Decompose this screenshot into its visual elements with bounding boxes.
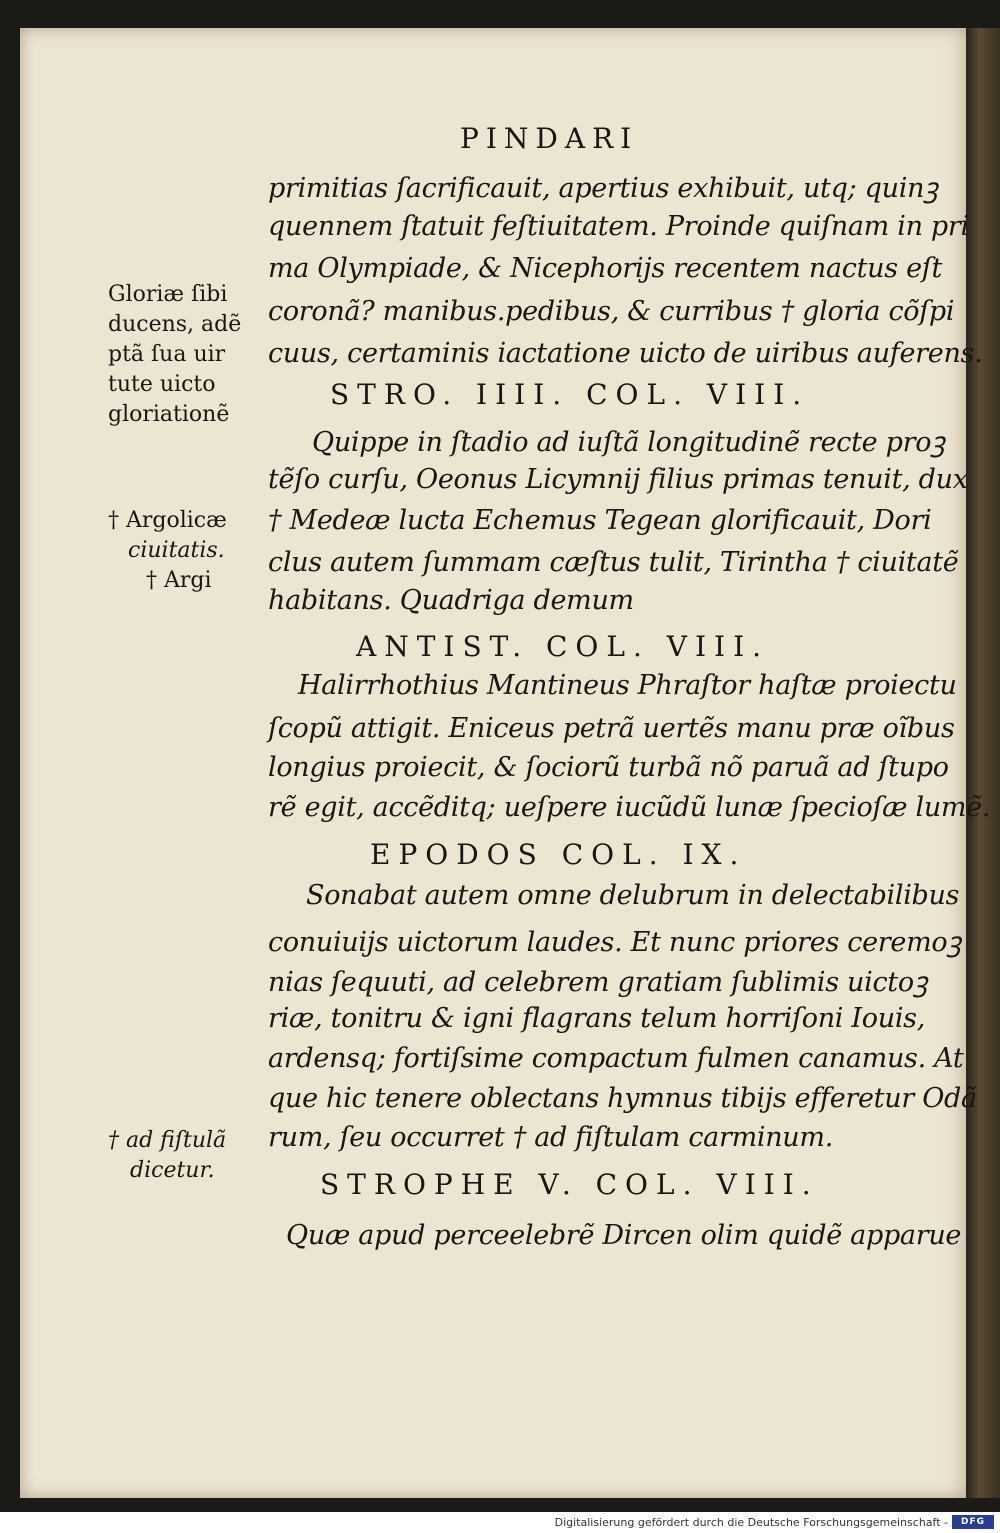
marginal-note-line: † Argolicæ: [108, 508, 227, 533]
stanza-line: ſcopũ attigit. Eniceus petrã uertẽs manu præ oĩbus: [268, 713, 955, 744]
stanza-line: Quippe in ſtadio ad iuſtã longitudinẽ recte proꝫ: [312, 427, 945, 458]
body-line: cuus, certaminis iactatione uicto de uiribus auferens.: [268, 338, 983, 369]
stanza-line: tẽſo curſu, Oeonus Licymnij filius primas tenuit, dux: [268, 464, 968, 495]
stanza-line: que hic tenere oblectans hymnus tibijs efferetur Odã: [268, 1083, 977, 1114]
body-line: primitias ſacrificauit, apertius exhibuit, utq; quinꝫ: [268, 173, 938, 204]
body-line: quennem ſtatuit feſtiuitatem. Proinde quiſnam in pri: [268, 211, 969, 242]
stanza-line: Quæ apud perceelebrẽ Dircen olim quidẽ apparue: [286, 1220, 962, 1251]
body-line: coronã? manibus.pedibus, & curribus † gloria cõſpi: [268, 296, 955, 327]
stanza-line: rum, ſeu occurret † ad fiſtulam carminum.: [268, 1122, 833, 1153]
marginal-note-line: † Argi: [146, 568, 212, 593]
marginal-note-line: ptã ſua uir: [108, 342, 226, 367]
dfg-logo: DFG: [952, 1515, 994, 1529]
section-heading: STRO. IIII. COL. VIII.: [330, 378, 810, 411]
marginal-note-line: Gloriæ ſibi: [108, 282, 228, 307]
stanza-line: longius proiecit, & ſociorũ turbã nõ paruã ad ſtupo: [268, 752, 949, 783]
stanza-line: riæ, tonitru & igni flagrans telum horriſoni Iouis,: [268, 1003, 925, 1034]
marginal-note-line: tute uicto: [108, 372, 216, 397]
marginal-note-line: ciuitatis.: [128, 538, 225, 563]
funding-credit: Digitalisierung gefördert durch die Deutsche Forschungsgemeinschaft -: [554, 1516, 948, 1529]
marginal-note-line: † ad fiſtulã: [108, 1128, 227, 1153]
body-line: ma Olympiade, & Nicephorijs recentem nactus eſt: [268, 253, 943, 284]
stanza-line: ardensq; fortiſsime compactum fulmen canamus. At: [268, 1043, 964, 1074]
stanza-line: habitans. Quadriga demum: [268, 585, 634, 616]
marginal-note-line: gloriationẽ: [108, 402, 230, 427]
section-heading: STROPHE V. COL. VIII.: [320, 1168, 819, 1201]
marginal-note: [108, 280, 241, 430]
marginal-note-line: ducens, adẽ: [108, 312, 242, 337]
stanza-line: rẽ egit, accẽditq; ueſpere iucũdũ lunæ ſpecioſæ lumẽ.: [268, 792, 991, 823]
stanza-line: nias ſequuti, ad celebrem gratiam ſublimis uictoꝫ: [268, 967, 928, 998]
section-heading: ANTIST. COL. VIII.: [356, 630, 770, 663]
running-header: PINDARI: [460, 122, 639, 155]
section-heading: EPODOS COL. IX.: [370, 838, 747, 871]
stanza-line: clus autem ſummam cæſtus tulit, Tirintha † ciuitatẽ: [268, 547, 959, 578]
marginal-note: [108, 1126, 226, 1186]
stanza-line: Sonabat autem omne delubrum in delectabilibus: [306, 880, 960, 911]
marginal-note-line: dicetur.: [130, 1158, 215, 1183]
marginal-note: [108, 506, 227, 596]
page-gutter-edge: [966, 28, 1000, 1498]
stanza-line: † Medeæ lucta Echemus Tegean glorificauit, Dori: [268, 505, 932, 536]
stanza-line: Halirrhothius Mantineus Phraſtor haſtæ proiectu: [298, 670, 957, 701]
stanza-line: conuiuijs uictorum laudes. Et nunc priores ceremoꝫ: [268, 927, 961, 958]
